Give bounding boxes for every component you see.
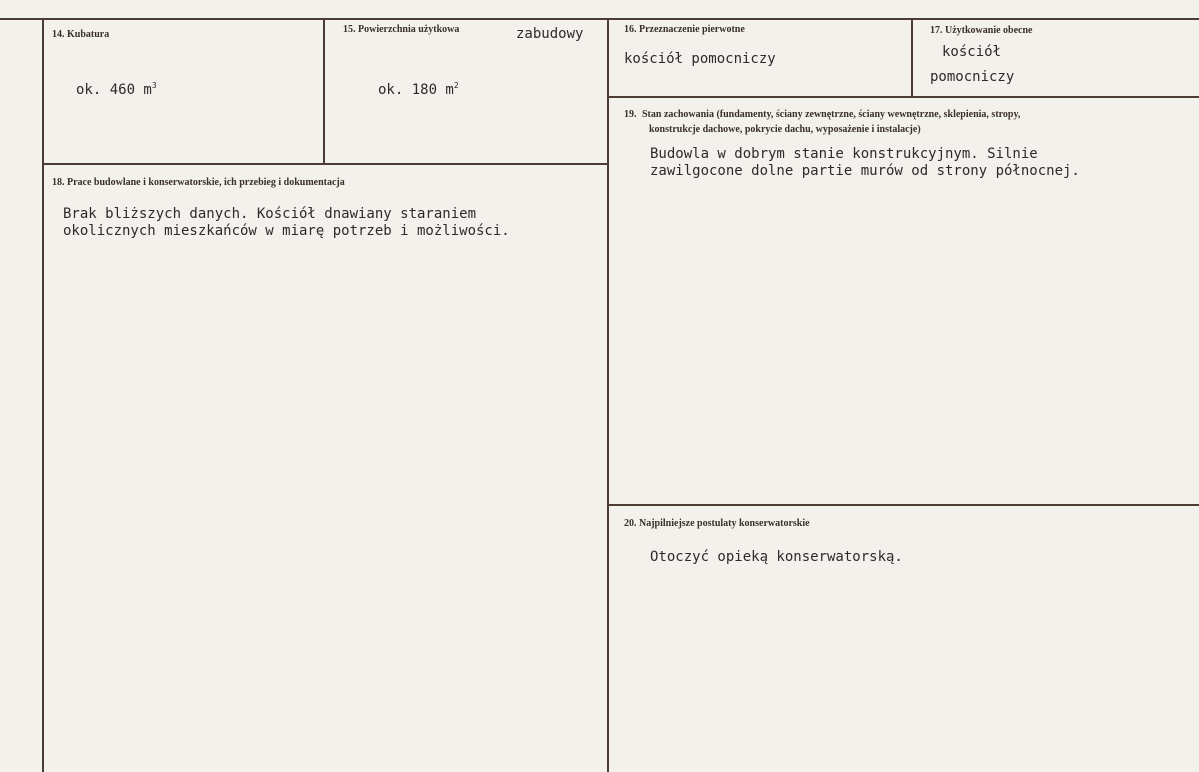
divider-16-17 xyxy=(911,18,913,96)
field-15-value xyxy=(378,77,459,99)
field-17-value-line2: pomocniczy xyxy=(930,69,1015,85)
top-border-line xyxy=(0,18,1199,20)
field-15-annotation: zabudowy xyxy=(516,26,584,42)
field-17-value-line1: kościół xyxy=(942,44,1002,60)
field-19-label xyxy=(624,107,1184,137)
left-border-line xyxy=(42,18,44,772)
field-15-value-text: ok. 180 m xyxy=(378,82,454,98)
field-18-label: 18. Prace budowlane i konserwatorskie, ich przebieg i dokumentacja xyxy=(52,177,345,188)
field-16-label: 16. Przeznaczenie pierwotne xyxy=(624,24,745,35)
field-18-line1: Brak bliższych danych. Kościół dnawiany staraniem xyxy=(63,206,477,222)
field-14-label: 14. Kubatura xyxy=(52,29,110,40)
field-20-label: 20. Najpilniejsze postulaty konserwatorskie xyxy=(624,518,810,529)
divider-14-15 xyxy=(323,18,325,164)
field-14-value-superscript: 3 xyxy=(151,81,157,90)
field-14-value-text: ok. 460 m xyxy=(76,82,152,98)
field-15-label: 15. Powierzchnia użytkowa xyxy=(343,24,460,35)
field-16-value: kościół pomocniczy xyxy=(624,51,776,67)
field-15-value-superscript: 2 xyxy=(453,81,459,90)
field-19-label-number: 19. xyxy=(624,109,637,120)
field-19-line1: Budowla w dobrym stanie konstrukcyjnym. Silnie xyxy=(650,146,1038,162)
divider-19-20 xyxy=(607,504,1199,506)
divider-16-19 xyxy=(607,96,1199,98)
field-19-label-line1: Stan zachowania (fundamenty, ściany zewnętrzne, ściany wewnętrzne, sklepienia, stropy, xyxy=(642,109,1021,120)
field-19-label-line2: konstrukcje dachowe, pokrycie dachu, wyposażenie i instalacje) xyxy=(649,124,921,135)
field-19-line2: zawilgocone dolne partie murów od strony północnej. xyxy=(650,163,1080,179)
center-divider xyxy=(607,18,609,772)
field-20-line1: Otoczyć opieką konserwatorską. xyxy=(650,549,903,565)
field-18-line2: okolicznych mieszkańców w miarę potrzeb i możliwości. xyxy=(63,223,510,239)
divider-15-18 xyxy=(42,163,609,165)
field-17-label: 17. Użytkowanie obecne xyxy=(930,25,1033,36)
field-14-value xyxy=(76,77,157,99)
